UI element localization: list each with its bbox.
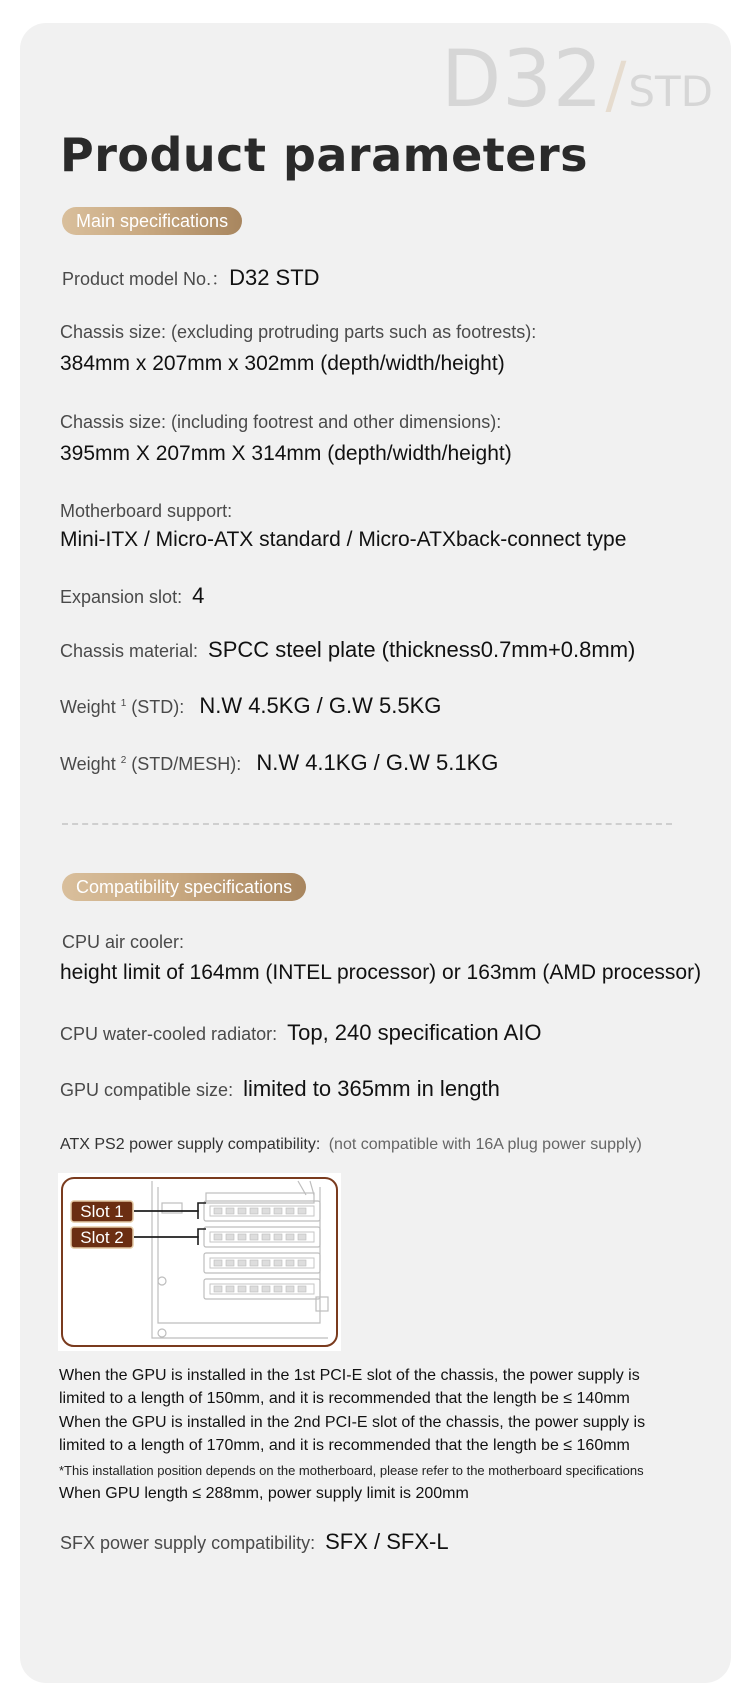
weight-std-sup: 1 — [120, 698, 127, 709]
gpu-slot1-text-line1: When the GPU is installed in the 1st PCI-E slot of the chassis, the power supply is — [59, 1367, 640, 1384]
material-value: SPCC steel plate (thickness0.7mm+0.8mm) — [208, 637, 636, 662]
weight-std-value: N.W 4.5KG / G.W 5.5KG — [199, 693, 442, 718]
weight-std-label: Weight — [60, 697, 116, 717]
expansion-slot-row — [60, 583, 204, 609]
slot-1-label: Slot 1 — [80, 1202, 124, 1221]
slot-2-label: Slot 2 — [80, 1228, 124, 1247]
product-parameters-card — [20, 23, 731, 1683]
cpu-air-label: CPU air cooler: — [62, 932, 185, 952]
size-excl-value: 384mm x 207mm x 302mm (depth/width/height) — [60, 352, 505, 375]
gpu-slot2-text-line1: When the GPU is installed in the 2nd PCI-E slot of the chassis, the power supply is — [59, 1414, 646, 1431]
gpu-slot2-text-line2: limited to a length of 170mm, and it is recommended that the length be ≤ 160mm — [59, 1437, 630, 1454]
section-divider — [62, 823, 672, 825]
material-row — [60, 637, 635, 663]
watermark-variant: STD — [628, 67, 713, 116]
weight-mesh-sup: 2 — [120, 755, 127, 766]
sfx-value: SFX / SFX-L — [325, 1529, 449, 1554]
model-watermark — [441, 35, 713, 125]
atx-row — [60, 1136, 642, 1154]
atx-label: ATX PS2 power supply compatibility: — [60, 1136, 321, 1153]
size-excl-label: Chassis size: (excluding protruding parts such as footrests): — [60, 322, 537, 342]
main-specs-badge: Main specifications — [62, 207, 242, 235]
size-incl-value: 395mm X 207mm X 314mm (depth/width/height) — [60, 442, 512, 465]
watermark-model: D32 — [441, 35, 604, 125]
weight-std-suffix: (STD): — [131, 697, 185, 717]
sfx-row — [60, 1529, 449, 1555]
pcie-slot-illustration — [58, 1173, 341, 1351]
weight-std-row — [60, 693, 441, 719]
motherboard-label: Motherboard support: — [60, 501, 233, 521]
material-label: Chassis material: — [60, 641, 199, 661]
gpu-label: GPU compatible size: — [60, 1080, 234, 1100]
install-position-note: *This installation position depends on the motherboard, please refer to the motherboard specifications — [59, 1463, 644, 1478]
gpu-value: limited to 365mm in length — [243, 1076, 500, 1101]
cpu-air-value: height limit of 164mm (INTEL processor) or 163mm (AMD processor) — [60, 961, 702, 984]
model-label: Product model No.： — [62, 269, 230, 289]
model-value: D32 STD — [229, 265, 320, 290]
model-row — [62, 265, 320, 291]
expansion-slot-value: 4 — [192, 583, 205, 608]
compat-specs-badge: Compatibility specifications — [62, 873, 306, 901]
gpu-row — [60, 1076, 500, 1102]
cpu-water-row — [60, 1020, 541, 1046]
weight-mesh-value: N.W 4.1KG / G.W 5.1KG — [256, 750, 499, 775]
cpu-water-label: CPU water-cooled radiator: — [60, 1024, 278, 1044]
gpu-length-text: When GPU length ≤ 288mm, power supply limit is 200mm — [59, 1485, 469, 1502]
weight-mesh-suffix: (STD/MESH): — [131, 754, 242, 774]
sfx-label: SFX power supply compatibility: — [60, 1533, 316, 1553]
expansion-slot-label: Expansion slot: — [60, 587, 183, 607]
cpu-water-value: Top, 240 specification AIO — [287, 1020, 542, 1045]
motherboard-value: Mini-ITX / Micro-ATX standard / Micro-ATXback-connect type — [60, 528, 627, 551]
atx-note: (not compatible with 16A plug power supply) — [328, 1136, 642, 1153]
watermark-slash: / — [605, 48, 627, 121]
pcie-slot-diagram — [58, 1173, 341, 1351]
weight-mesh-label: Weight — [60, 754, 116, 774]
gpu-slot1-text-line2: limited to a length of 150mm, and it is recommended that the length be ≤ 140mm — [59, 1390, 630, 1407]
page-title: Product parameters — [60, 128, 589, 182]
size-incl-label: Chassis size: (including footrest and other dimensions): — [60, 412, 502, 432]
weight-mesh-row — [60, 750, 498, 776]
